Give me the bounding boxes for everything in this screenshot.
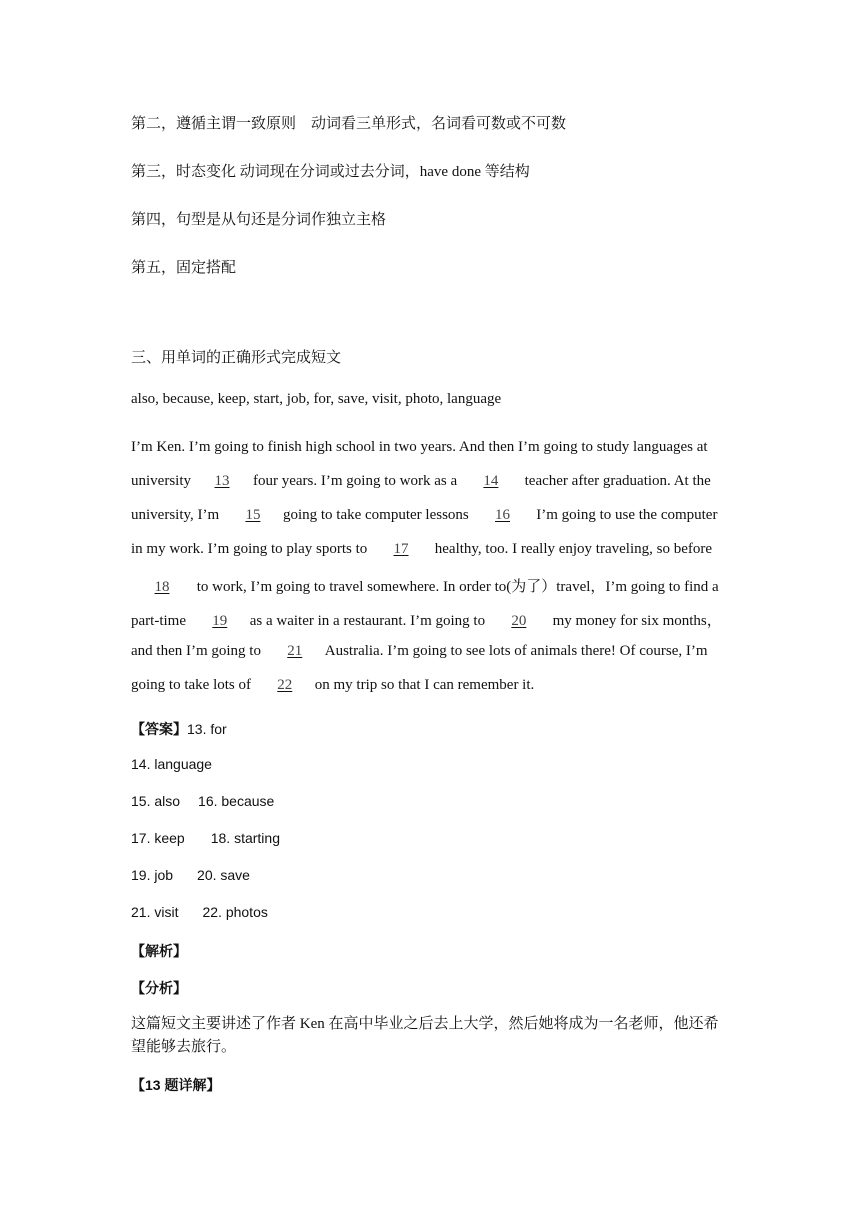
blank-15 bbox=[223, 507, 283, 524]
answer-item: 16. because bbox=[198, 793, 275, 809]
passage-text: to work, I’m going to travel somewhere. In order to(为了）travel，I’m going to find a bbox=[193, 579, 719, 595]
passage-text: in my work. I’m going to play sports to bbox=[131, 541, 371, 557]
answer-line bbox=[131, 830, 280, 846]
answer-line bbox=[131, 904, 268, 920]
blank-number: 21 bbox=[287, 643, 303, 659]
passage-line bbox=[131, 541, 712, 558]
blank-number: 20 bbox=[511, 613, 527, 629]
passage-text: university, I’m bbox=[131, 507, 223, 523]
passage-text: four years. I’m going to work as a bbox=[253, 473, 461, 489]
blank-21 bbox=[265, 643, 325, 660]
passage-text: as a waiter in a restaurant. I’m going to bbox=[249, 613, 489, 629]
fenxi-heading: 【分析】 bbox=[131, 980, 187, 996]
word-bank: also, because, keep, start, job, for, save, visit, photo, language bbox=[131, 391, 502, 407]
passage-text: part-time bbox=[131, 613, 190, 629]
answer-item: 13. for bbox=[187, 721, 227, 737]
passage-text: teacher after graduation. At the bbox=[520, 473, 711, 489]
rule-line-3: 第三，时态变化 动词现在分词或过去分词，have done 等结构 bbox=[131, 164, 530, 180]
rule-line-5: 第五，固定搭配 bbox=[131, 260, 237, 276]
answer-item: 18. starting bbox=[210, 830, 280, 846]
answer-item: 15. also bbox=[131, 793, 181, 809]
passage-line bbox=[131, 643, 708, 660]
passage-text: healthy, too. I really enjoy traveling, so before bbox=[431, 541, 713, 557]
passage-text: and then I’m going to bbox=[131, 643, 265, 659]
detail-13-heading: 【13 题详解】 bbox=[131, 1077, 221, 1093]
blank-16 bbox=[473, 507, 533, 524]
blank-22 bbox=[255, 677, 315, 694]
rule-line-4: 第四，句型是从句还是分词作独立主格 bbox=[131, 212, 387, 228]
answer-label: 【答案】 bbox=[131, 721, 187, 737]
passage-line bbox=[131, 507, 717, 524]
passage-text: I’m going to use the computer bbox=[532, 507, 718, 523]
blank-number: 15 bbox=[245, 507, 261, 523]
answer-item: 22. photos bbox=[202, 904, 268, 920]
answer-item: 19. job bbox=[131, 867, 174, 883]
answer-item: 20. save bbox=[197, 867, 250, 883]
blank-number: 13 bbox=[214, 473, 230, 489]
blank-number: 22 bbox=[277, 677, 293, 693]
blank-19 bbox=[190, 613, 250, 630]
passage-text: university bbox=[131, 473, 191, 489]
passage-line: I’m Ken. I’m going to finish high school in two years. And then I’m going to study languages at bbox=[131, 439, 708, 455]
analysis-text: 这篇短文主要讲述了作者 Ken 在高中毕业之后去上大学，然后她将成为一名老师，他还希望能够去旅行。 bbox=[131, 1016, 719, 1055]
blank-number: 19 bbox=[212, 613, 228, 629]
passage-text: going to take lots of bbox=[131, 677, 255, 693]
passage-line bbox=[131, 677, 534, 694]
answer-item: 17. keep bbox=[131, 830, 185, 846]
answer-line bbox=[131, 793, 274, 809]
answer-item: 21. visit bbox=[131, 904, 179, 920]
blank-20 bbox=[489, 613, 549, 630]
answer-item: 14. language bbox=[131, 756, 212, 772]
passage-line bbox=[131, 473, 711, 490]
passage-text: my money for six months， bbox=[548, 613, 722, 629]
blank-number: 18 bbox=[154, 579, 170, 595]
passage-line bbox=[131, 609, 722, 630]
blank-number: 14 bbox=[483, 473, 499, 489]
passage-text: going to take computer lessons bbox=[282, 507, 473, 523]
passage-line bbox=[131, 575, 719, 596]
blank-13 bbox=[191, 473, 253, 490]
section-title: 三、用单词的正确形式完成短文 bbox=[131, 350, 342, 366]
passage-text: on my trip so that I can remember it. bbox=[314, 677, 535, 693]
blank-number: 16 bbox=[495, 507, 510, 523]
answer-line bbox=[131, 719, 227, 739]
blank-14 bbox=[461, 473, 521, 490]
jiexi-heading: 【解析】 bbox=[131, 943, 187, 959]
answer-line bbox=[131, 867, 250, 883]
passage-text: Australia. I’m going to see lots of animals there! Of course, I’m bbox=[324, 643, 708, 659]
rule-line-2: 第二，遵循主谓一致原则 动词看三单形式，名词看可数或不可数 bbox=[131, 116, 567, 132]
blank-number: 17 bbox=[393, 541, 409, 557]
blank-17 bbox=[371, 541, 431, 558]
blank-18 bbox=[131, 579, 193, 596]
